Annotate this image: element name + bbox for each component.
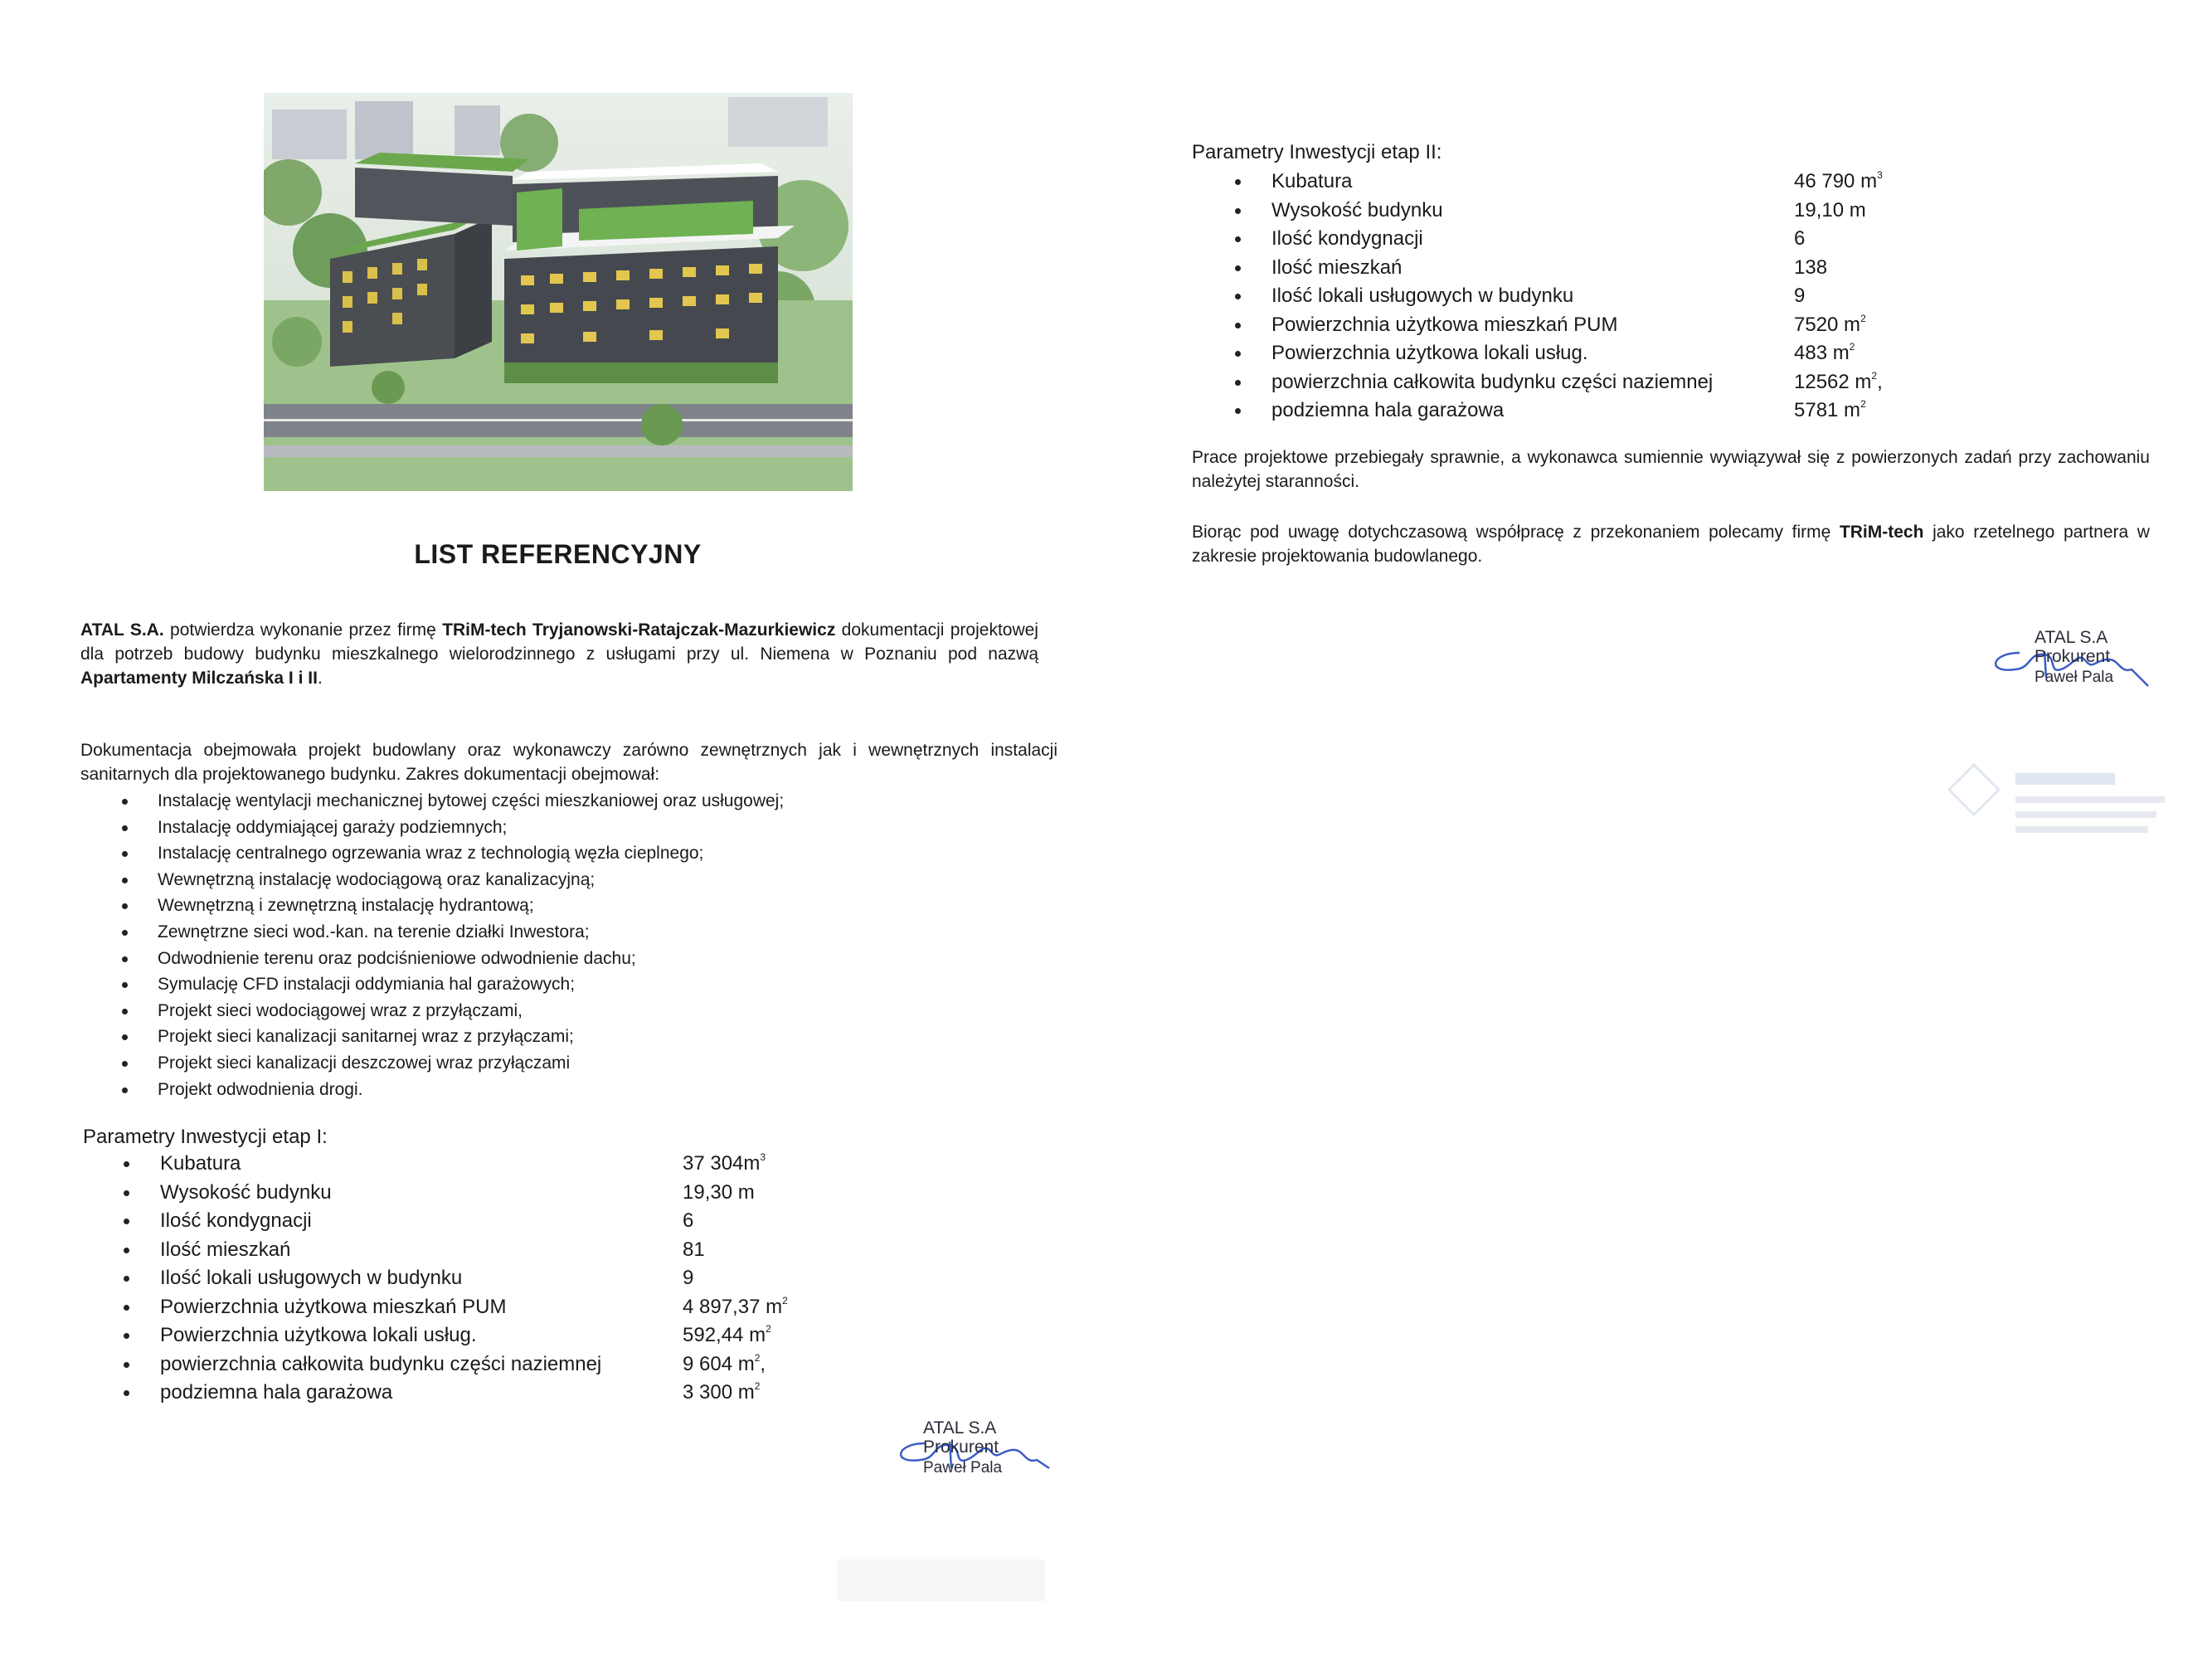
- faint-company-stamp: [1941, 757, 2173, 856]
- parameter-label: Wysokość budynku: [160, 1180, 332, 1204]
- scope-list-item: Wewnętrzną i zewnętrzną instalację hydrantową;: [80, 893, 1076, 919]
- parameter-value-text: 9: [1794, 285, 1806, 308]
- scope-list-item: Instalację centralnego ogrzewania wraz z technologią węzła cieplnego;: [80, 840, 1076, 867]
- scope-list-item: Instalację oddymiającej garaży podziemnych;: [80, 815, 1076, 841]
- parameter-value: [1794, 311, 1883, 340]
- parameter-value-suffix: ,: [1877, 370, 1883, 393]
- intro-paragraph: [80, 618, 1038, 690]
- parameter-label: podziemna hala garażowa: [1271, 399, 1505, 422]
- parameter-value-text: 46 790 m: [1794, 170, 1878, 193]
- etap2-parameters: [1192, 168, 1883, 426]
- atal-logo-icon: [1941, 757, 2173, 856]
- parameter-value: [1794, 225, 1883, 254]
- intro-text-2: dokumentacji projektowej dla potrzeb budowy budynku mieszkalnego wielorodzinnego z usługami przy ul. Niemena w Poznaniu pod nazwą: [80, 620, 1038, 664]
- project-name: Apartamenty Milczańska I i II: [80, 669, 318, 688]
- etap1-table: [80, 1150, 788, 1408]
- parameter-value-text: 592,44 m: [683, 1324, 766, 1347]
- parameter-value: [683, 1236, 788, 1265]
- intro-text-1: potwierdza wykonanie przez firmę: [170, 620, 436, 640]
- parameter-unit-exponent: 2: [754, 1351, 761, 1364]
- parameter-label: Powierzchnia użytkowa lokali usług.: [160, 1324, 477, 1347]
- parameter-value: [683, 1207, 788, 1236]
- scope-list-item: Instalację wentylacji mechanicznej bytowej części mieszkaniowej oraz usługowej;: [80, 788, 1076, 815]
- parameter-value-text: 4 897,37 m: [683, 1295, 783, 1318]
- etap2-table: [1192, 168, 1883, 426]
- parameter-value-text: 9: [683, 1267, 694, 1290]
- parameter-unit-exponent: 2: [754, 1380, 761, 1393]
- parameter-value-text: 12562 m: [1794, 370, 1872, 393]
- scope-intro-paragraph: Dokumentacja obejmowała projekt budowlany oraz wykonawczy zarówno zewnętrznych jak i wewnętrznych instalacji sanitarnych dla projektowanego budynku. Zakres dokumentacji obejmował:: [80, 741, 1057, 784]
- building-rendering-image: [264, 93, 853, 491]
- scope-list-item: Zewnętrzne sieci wod.-kan. na terenie działki Inwestora;: [80, 919, 1076, 946]
- parameter-unit-exponent: 2: [1871, 369, 1878, 382]
- parameter-unit-exponent: 2: [1860, 312, 1866, 324]
- parameter-value-text: 9 604 m: [683, 1352, 755, 1375]
- parameter-value-suffix: ,: [760, 1352, 766, 1375]
- closing-text-2: jako rzetelnego partnera w zakresie projektowania budowlanego.: [1192, 523, 2150, 566]
- parameter-row: [80, 1379, 788, 1408]
- parameter-row: [1192, 282, 1883, 311]
- bullet-icon: [80, 1236, 160, 1265]
- parameter-row: [1192, 368, 1883, 397]
- parameter-unit-exponent: 2: [1860, 398, 1866, 411]
- parameter-unit-exponent: 3: [1877, 169, 1883, 182]
- bullet-icon: [1192, 197, 1271, 226]
- parameter-value-text: 6: [683, 1209, 694, 1233]
- stamp-line-role: Prokurent: [2035, 647, 2111, 666]
- parameter-value: [683, 1264, 788, 1293]
- etap1-parameters: [80, 1150, 788, 1408]
- parameter-value-text: 483 m: [1794, 342, 1850, 365]
- bullet-icon: [1192, 339, 1271, 368]
- bullet-icon: [1192, 311, 1271, 340]
- parameter-value: [1794, 254, 1883, 283]
- parameter-label: Kubatura: [160, 1152, 241, 1175]
- parameter-label: Powierzchnia użytkowa lokali usług.: [1271, 342, 1588, 365]
- parameter-label: Wysokość budynku: [1271, 198, 1443, 221]
- parameter-value: [1794, 282, 1883, 311]
- parameter-row: [80, 1293, 788, 1322]
- parameter-label: powierzchnia całkowita budynku części naziemnej: [160, 1352, 602, 1375]
- firm-name: TRiM-tech Tryjanowski-Ratajczak-Mazurkiewicz: [442, 620, 836, 640]
- bullet-icon: [80, 1150, 160, 1179]
- parameter-value: [683, 1293, 788, 1322]
- parameter-value-text: 37 304m: [683, 1152, 761, 1175]
- scope-list: [80, 788, 1076, 1102]
- parameter-value: [1794, 168, 1883, 197]
- parameter-value: [1794, 368, 1883, 397]
- parameter-label: Ilość lokali usługowych w budynku: [1271, 285, 1574, 308]
- bullet-icon: [1192, 225, 1271, 254]
- parameter-label: Powierzchnia użytkowa mieszkań PUM: [160, 1295, 507, 1318]
- parameter-value-text: 5781 m: [1794, 399, 1861, 422]
- parameter-value-text: 81: [683, 1238, 705, 1261]
- parameter-row: [1192, 225, 1883, 254]
- scope-list-item: Odwodnienie terenu oraz podciśnieniowe odwodnienie dachu;: [80, 946, 1076, 972]
- parameter-label: Ilość mieszkań: [1271, 255, 1403, 279]
- etap2-heading: Parametry Inwestycji etap II:: [1192, 141, 1442, 163]
- parameter-label: Ilość mieszkań: [160, 1238, 291, 1261]
- bullet-icon: [1192, 282, 1271, 311]
- closing-text-1: Biorąc pod uwagę dotychczasową współpracę z przekonaniem polecamy firmę: [1192, 523, 1831, 542]
- bullet-icon: [80, 1350, 160, 1379]
- bullet-icon: [80, 1379, 160, 1408]
- scope-list-item: Projekt sieci wodociągowej wraz z przyłączami,: [80, 998, 1076, 1024]
- parameter-value-text: 19,30 m: [683, 1180, 755, 1204]
- parameter-label: Powierzchnia użytkowa mieszkań PUM: [1271, 313, 1618, 336]
- parameter-value: [683, 1179, 788, 1208]
- closing-paragraph-2: [1192, 520, 2150, 568]
- parameter-value: [1794, 197, 1883, 226]
- intro-text-3: .: [317, 669, 323, 688]
- parameter-value-text: 19,10 m: [1794, 198, 1866, 221]
- parameter-label: powierzchnia całkowita budynku części naziemnej: [1271, 370, 1714, 393]
- parameter-unit-exponent: 2: [782, 1294, 788, 1306]
- bullet-icon: [80, 1207, 160, 1236]
- parameter-value-text: 138: [1794, 255, 1828, 279]
- closing-firm-name: TRiM-tech: [1839, 523, 1924, 542]
- signature-stamp-right: [1995, 628, 2161, 703]
- bullet-icon: [1192, 254, 1271, 283]
- scope-list-item: Projekt sieci kanalizacji sanitarnej wraz z przyłączami;: [80, 1024, 1076, 1050]
- parameter-label: Ilość kondygnacji: [160, 1209, 312, 1233]
- parameter-unit-exponent: 3: [760, 1151, 766, 1164]
- faint-stamp-residue: [829, 1543, 1062, 1618]
- signature-stamp-left: [900, 1418, 1066, 1493]
- parameter-label: podziemna hala garażowa: [160, 1381, 393, 1404]
- parameter-unit-exponent: 2: [1849, 341, 1855, 353]
- parameter-row: [80, 1179, 788, 1208]
- bullet-icon: [80, 1293, 160, 1322]
- parameter-row: [1192, 197, 1883, 226]
- parameter-unit-exponent: 2: [766, 1323, 771, 1335]
- parameter-row: [80, 1350, 788, 1379]
- parameter-label: Ilość kondygnacji: [1271, 227, 1423, 251]
- stamp-line-company: ATAL S.A: [923, 1418, 997, 1438]
- parameter-row: [80, 1321, 788, 1350]
- bullet-icon: [80, 1264, 160, 1293]
- scope-list-item: Wewnętrzną instalację wodociągową oraz kanalizacyjną;: [80, 867, 1076, 893]
- parameter-value: [683, 1321, 788, 1350]
- parameter-row: [80, 1150, 788, 1179]
- bullet-icon: [80, 1179, 160, 1208]
- stamp-line-role: Prokurent: [923, 1438, 999, 1457]
- bullet-icon: [80, 1321, 160, 1350]
- etap1-heading: Parametry Inwestycji etap I:: [83, 1126, 328, 1148]
- scope-list-item: Projekt odwodnienia drogi.: [80, 1077, 1076, 1103]
- bullet-icon: [1192, 368, 1271, 397]
- parameter-label: Kubatura: [1271, 170, 1353, 193]
- parameter-row: [80, 1207, 788, 1236]
- parameter-row: [1192, 254, 1883, 283]
- parameter-row: [1192, 397, 1883, 426]
- parameter-row: [80, 1236, 788, 1265]
- parameter-row: [1192, 339, 1883, 368]
- parameter-value-text: 7520 m: [1794, 313, 1861, 336]
- stamp-line-name: Paweł Pala: [923, 1459, 1003, 1477]
- parameter-value: [683, 1150, 788, 1179]
- scope-list-item: Symulację CFD instalacji oddymiania hal garażowych;: [80, 971, 1076, 998]
- parameter-label: Ilość lokali usługowych w budynku: [160, 1267, 463, 1290]
- bullet-icon: [1192, 168, 1271, 197]
- scope-list-item: Projekt sieci kanalizacji deszczowej wraz przyłączami: [80, 1050, 1076, 1077]
- parameter-value: [683, 1350, 788, 1379]
- parameter-value: [1794, 397, 1883, 426]
- scope-list-container: [80, 788, 1076, 1102]
- bullet-icon: [1192, 397, 1271, 426]
- parameter-row: [1192, 168, 1883, 197]
- closing-paragraph-1: Prace projektowe przebiegały sprawnie, a wykonawca sumiennie wywiązywał się z powierzonych zadań przy zachowaniu należytej staranności.: [1192, 448, 2150, 491]
- parameter-row: [80, 1264, 788, 1293]
- parameter-row: [1192, 311, 1883, 340]
- parameter-value-text: 3 300 m: [683, 1381, 755, 1404]
- stamp-line-name: Paweł Pala: [2035, 669, 2114, 686]
- document-title: LIST REFERENCYJNY: [414, 539, 702, 569]
- parameter-value: [683, 1379, 788, 1408]
- parameter-value-text: 6: [1794, 227, 1806, 251]
- parameter-value: [1794, 339, 1883, 368]
- company-name: ATAL S.A.: [80, 620, 164, 640]
- stamp-line-company: ATAL S.A: [2035, 628, 2108, 647]
